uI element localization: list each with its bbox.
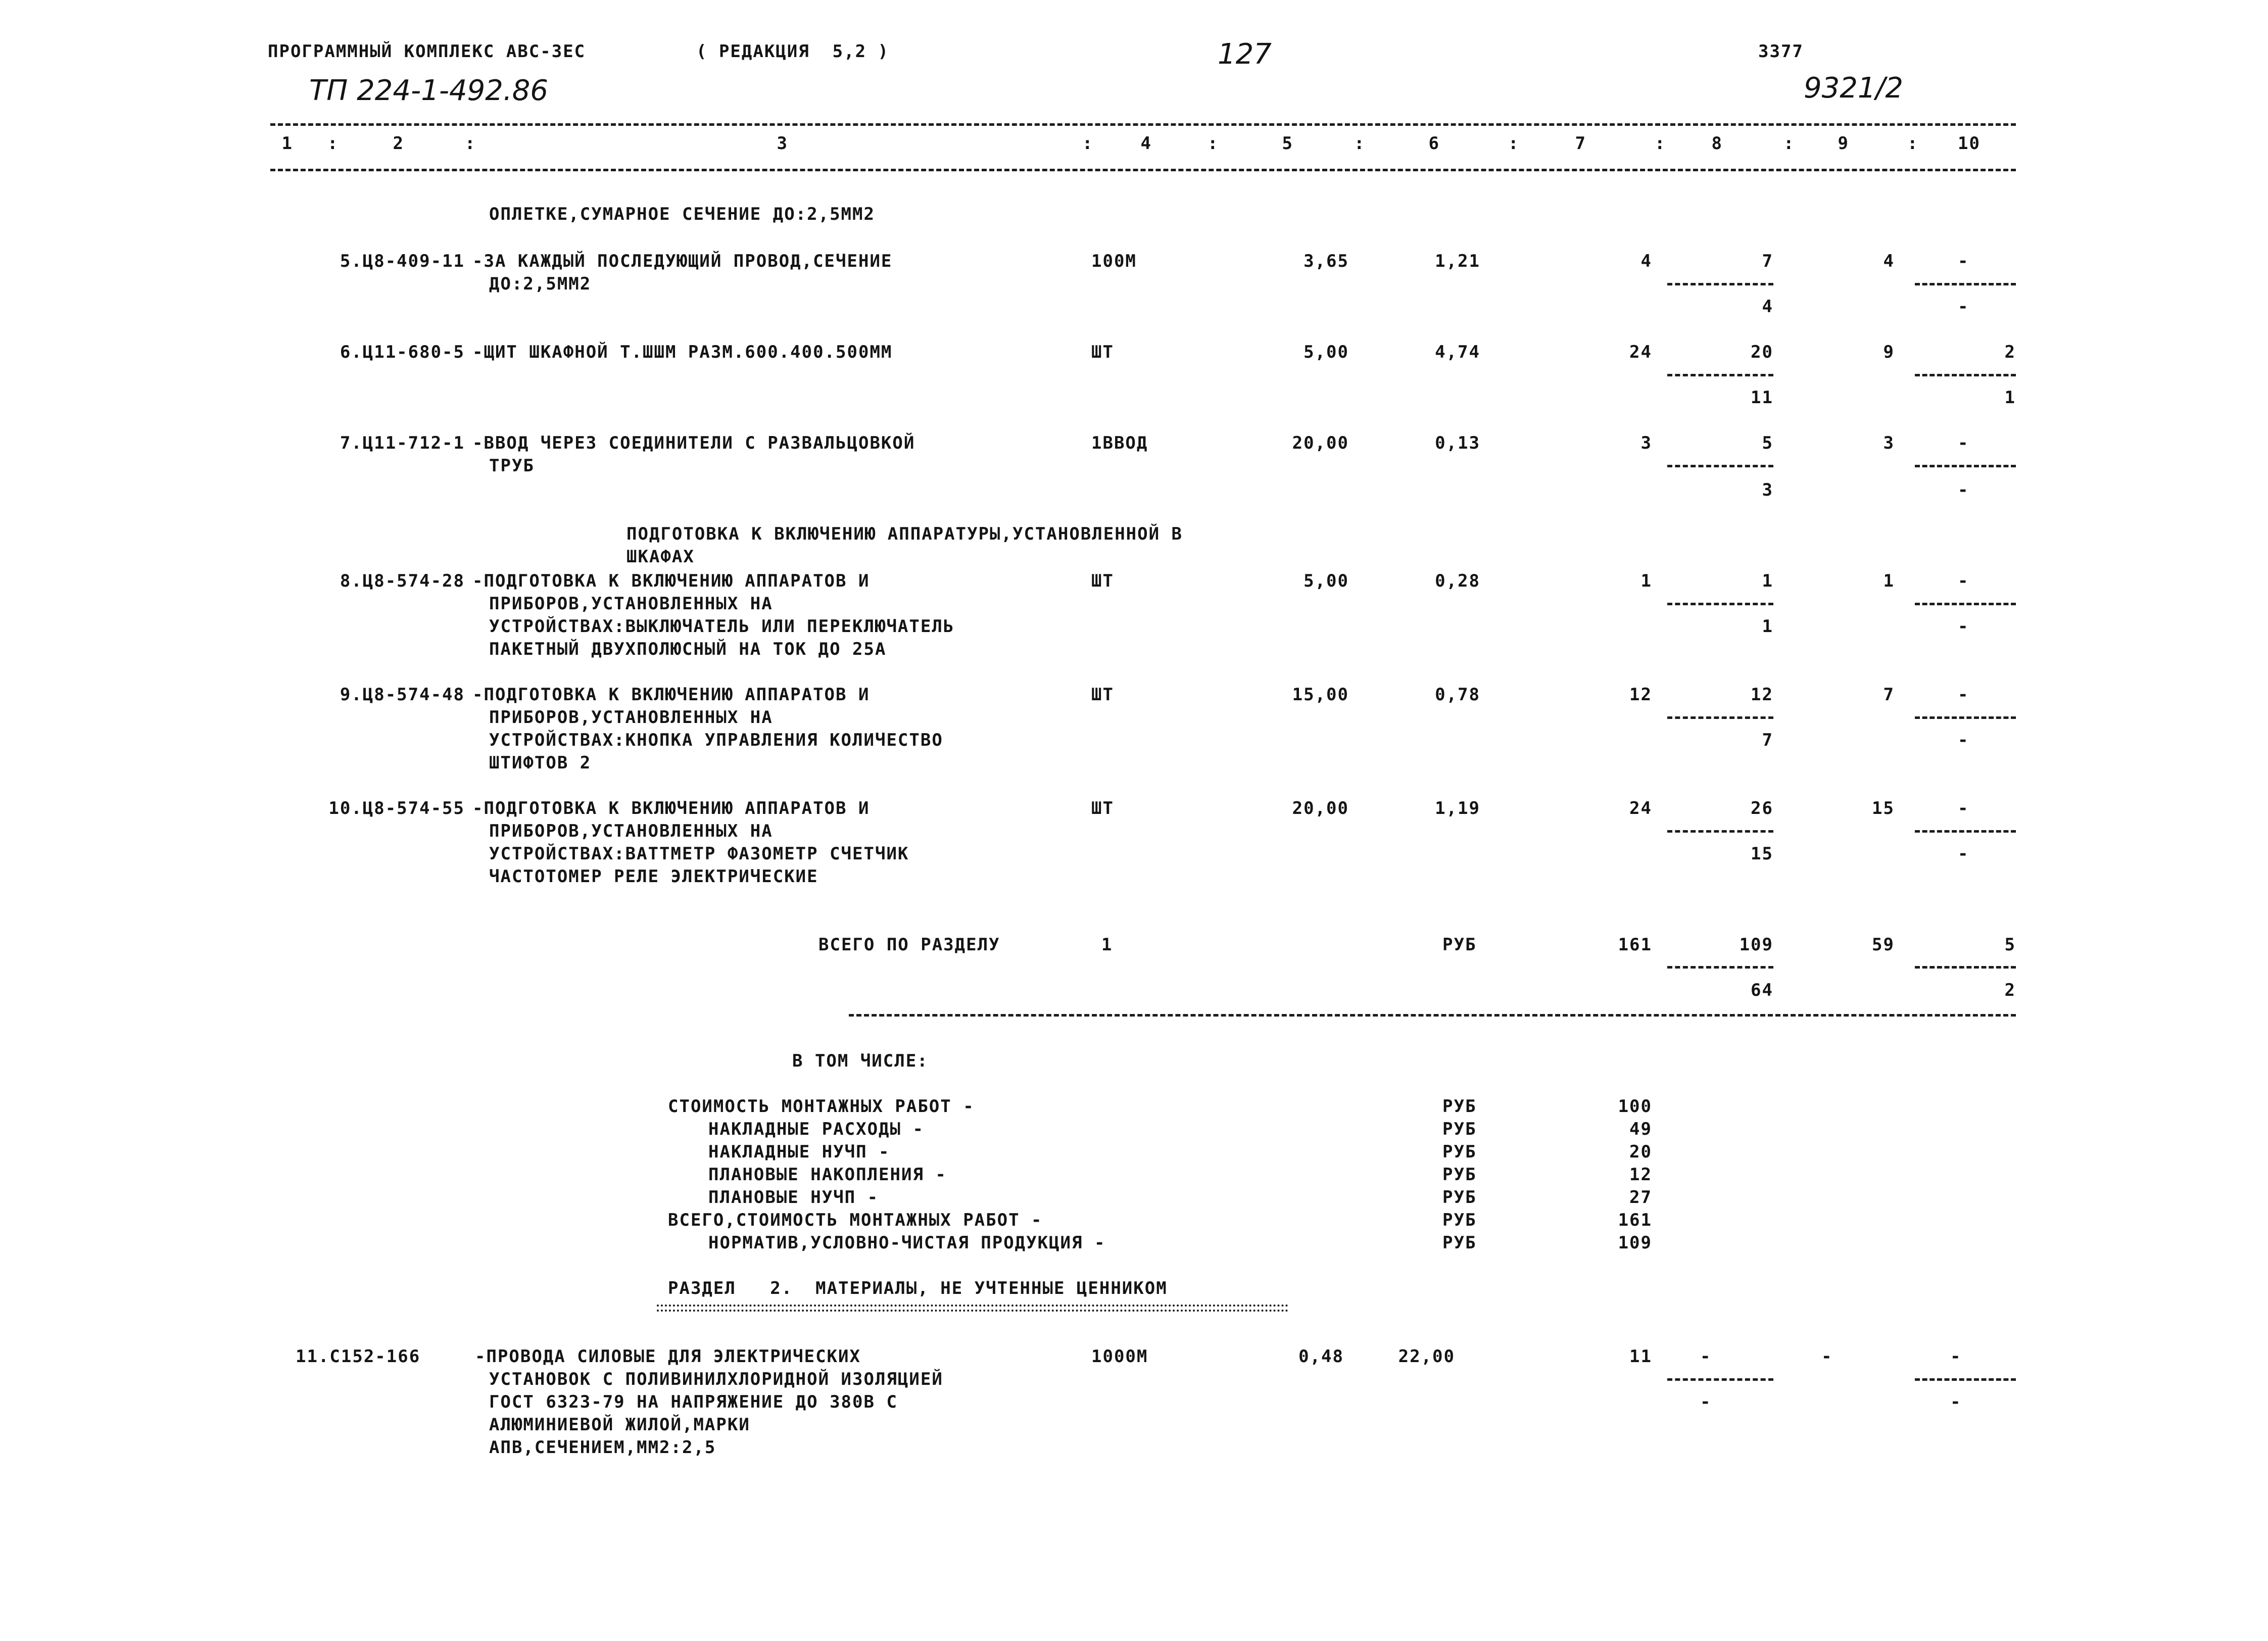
row-col10-top: - (1958, 433, 1969, 453)
row-desc-line: ШТИФТОВ 2 (489, 753, 592, 773)
row-qty: 5,00 (1304, 342, 1349, 362)
row-desc-line: АЛЮМИНИЕВОЙ ЖИЛОЙ,МАРКИ (489, 1415, 750, 1435)
list-item: ПЛАНОВЫЕ НАКОПЛЕНИЯ - (708, 1165, 947, 1185)
row-col8-bottom: 4 (1762, 297, 1773, 317)
row-col7: 24 (1629, 342, 1652, 362)
list-item-unit: РУБ (1442, 1119, 1477, 1139)
row-col9: - (1821, 1346, 1833, 1367)
col-9: 9 (1838, 133, 1849, 154)
row-code: 8.Ц8-574-28 (340, 571, 465, 591)
list-item-value: 49 (1629, 1119, 1652, 1139)
row-desc-line: -ЩИТ ШКАФНОЙ Т.ШШМ РАЗМ.600.400.500ММ (472, 342, 893, 362)
row-desc-line: УСТАНОВОК С ПОЛИВИНИЛХЛОРИДНОЙ ИЗОЛЯЦИЕЙ (489, 1369, 943, 1389)
row-col8-top: - (1700, 1346, 1712, 1367)
row-col8-top: 7 (1762, 251, 1773, 271)
row-desc-line: -ПРОВОДА СИЛОВЫЕ ДЛЯ ЭЛЕКТРИЧЕСКИХ (475, 1346, 861, 1367)
program-name: ПРОГРАММНЫЙ КОМПЛЕКС АВС-3ЕС (268, 41, 586, 62)
col-8: 8 (1711, 133, 1723, 154)
total-col7: 161 (1618, 935, 1652, 955)
header-rule-top (270, 123, 2016, 126)
row-unit: 1ВВОД (1091, 433, 1148, 453)
row-col7: 12 (1629, 685, 1652, 705)
including-title: В ТОМ ЧИСЛЕ: (792, 1051, 929, 1071)
row-col8-bottom: 15 (1751, 844, 1773, 864)
row-col9: 4 (1883, 251, 1895, 271)
row-unit: ШТ (1091, 571, 1114, 591)
list-item-value: 27 (1629, 1187, 1652, 1208)
subheading: ШКАФАХ (626, 547, 695, 567)
list-item-unit: РУБ (1442, 1210, 1477, 1230)
list-item: НАКЛАДНЫЕ РАСХОДЫ - (708, 1119, 924, 1139)
total-unit: РУБ (1442, 935, 1477, 955)
row-unit: ШТ (1091, 685, 1114, 705)
row-desc-line: -ПОДГОТОВКА К ВКЛЮЧЕНИЮ АППАРАТОВ И (472, 685, 870, 705)
row-qty: 0,48 (1298, 1346, 1344, 1367)
row-col10-top: - (1958, 251, 1969, 271)
list-item: НАКЛАДНЫЕ НУЧП - (708, 1142, 890, 1162)
row-qty: 15,00 (1292, 685, 1349, 705)
continuation-text: ОПЛЕТКЕ,СУМАРНОЕ СЕЧЕНИЕ ДО:2,5ММ2 (489, 204, 875, 224)
list-item-unit: РУБ (1442, 1187, 1477, 1208)
row-qty: 20,00 (1292, 798, 1349, 818)
row-desc-line: ДО:2,5ММ2 (489, 274, 592, 294)
row-col8-top: 12 (1751, 685, 1773, 705)
row-col10-bottom: - (1958, 730, 1969, 750)
total-col8-bottom: 64 (1751, 980, 1773, 1000)
row-col9: 3 (1883, 433, 1895, 453)
row-desc-line: -ВВОД ЧЕРЕЗ СОЕДИНИТЕЛИ С РАЗВАЛЬЦОВКОЙ (472, 433, 915, 453)
row-col10-bottom: 1 (2004, 388, 2016, 408)
col-2: 2 (393, 133, 404, 154)
header-rule-bottom (270, 169, 2016, 171)
row-col7: 3 (1640, 433, 1652, 453)
row-col10-top: 2 (2004, 342, 2016, 362)
row-price: 1,19 (1435, 798, 1480, 818)
row-desc-line: ПАКЕТНЫЙ ДВУХПОЛЮСНЫЙ НА ТОК ДО 25А (489, 639, 887, 659)
col-4: 4 (1140, 133, 1152, 154)
total-col10-bottom: 2 (2004, 980, 2016, 1000)
row-desc-line: ТРУБ (489, 456, 535, 476)
row-desc-line: -ПОДГОТОВКА К ВКЛЮЧЕНИЮ АППАРАТОВ И (472, 571, 870, 591)
col-7: 7 (1575, 133, 1586, 154)
row-desc-line: ГОСТ 6323-79 НА НАПРЯЖЕНИЕ ДО 380В С (489, 1392, 898, 1412)
row-col10-top: - (1958, 571, 1969, 591)
list-item: НОРМАТИВ,УСЛОВНО-ЧИСТАЯ ПРОДУКЦИЯ - (708, 1233, 1106, 1253)
row-desc-line: УСТРОЙСТВАХ:КНОПКА УПРАВЛЕНИЯ КОЛИЧЕСТВО (489, 730, 943, 750)
row-qty: 3,65 (1304, 251, 1349, 271)
row-col7: 11 (1629, 1346, 1652, 1367)
row-price: 4,74 (1435, 342, 1480, 362)
row-code: 6.Ц11-680-5 (340, 342, 465, 362)
section-2-underline (657, 1305, 1288, 1312)
total-label: ВСЕГО ПО РАЗДЕЛУ (818, 935, 1000, 955)
row-col10-bottom: - (1958, 616, 1969, 637)
row-col10-bottom: - (1958, 297, 1969, 317)
list-item-value: 20 (1629, 1142, 1652, 1162)
row-desc-line: УСТРОЙСТВАХ:ВЫКЛЮЧАТЕЛЬ ИЛИ ПЕРЕКЛЮЧАТЕЛЬ (489, 616, 955, 637)
document-code: 3377 (1758, 41, 1804, 62)
row-unit: ШТ (1091, 798, 1114, 818)
row-col10-bottom: - (1958, 844, 1969, 864)
list-item-unit: РУБ (1442, 1096, 1477, 1117)
row-desc-line: -ПОДГОТОВКА К ВКЛЮЧЕНИЮ АППАРАТОВ И (472, 798, 870, 818)
row-col8-bottom: 11 (1751, 388, 1773, 408)
total-col8-top: 109 (1739, 935, 1773, 955)
row-price: 1,21 (1435, 251, 1480, 271)
row-col8-top: 5 (1762, 433, 1773, 453)
row-col10-bottom: - (1958, 480, 1969, 500)
row-col10-top: - (1958, 798, 1969, 818)
list-item-value: 12 (1629, 1165, 1652, 1185)
row-code: 9.Ц8-574-48 (340, 685, 465, 705)
row-desc-line: -ЗА КАЖДЫЙ ПОСЛЕДУЮЩИЙ ПРОВОД,СЕЧЕНИЕ (472, 251, 893, 271)
col-10: 10 (1958, 133, 1981, 154)
row-col10-top: - (1950, 1346, 1962, 1367)
row-unit: ШТ (1091, 342, 1114, 362)
total-rule (849, 1014, 2016, 1017)
list-item: ВСЕГО,СТОИМОСТЬ МОНТАЖНЫХ РАБОТ - (668, 1210, 1043, 1230)
row-col9: 9 (1883, 342, 1895, 362)
row-qty: 20,00 (1292, 433, 1349, 453)
row-col8-bottom: 3 (1762, 480, 1773, 500)
row-price: 0,13 (1435, 433, 1480, 453)
row-col7: 4 (1640, 251, 1652, 271)
row-code: 5.Ц8-409-11 (340, 251, 465, 271)
list-item-value: 161 (1618, 1210, 1652, 1230)
row-unit: 100М (1091, 251, 1137, 271)
row-col7: 1 (1640, 571, 1652, 591)
row-col8-bottom: 7 (1762, 730, 1773, 750)
list-item: ПЛАНОВЫЕ НУЧП - (708, 1187, 879, 1208)
col-5: 5 (1282, 133, 1293, 154)
row-col8-bottom: - (1700, 1392, 1712, 1412)
list-item-unit: РУБ (1442, 1233, 1477, 1253)
list-item-value: 100 (1618, 1096, 1652, 1117)
row-col9: 7 (1883, 685, 1895, 705)
row-desc-line: АПВ,СЕЧЕНИЕМ,ММ2:2,5 (489, 1437, 716, 1458)
total-col10-top: 5 (2004, 935, 2016, 955)
total-number: 1 (1101, 935, 1113, 955)
subheading: ПОДГОТОВКА К ВКЛЮЧЕНИЮ АППАРАТУРЫ,УСТАНОВЛЕННОЙ В (626, 524, 1183, 544)
row-col8-top: 26 (1751, 798, 1773, 818)
col-6: 6 (1428, 133, 1440, 154)
row-desc-line: ЧАСТОТОМЕР РЕЛЕ ЭЛЕКТРИЧЕСКИЕ (489, 866, 818, 887)
edition: ( РЕДАКЦИЯ 5,2 ) (696, 41, 889, 62)
row-desc-line: ПРИБОРОВ,УСТАНОВЛЕННЫХ НА (489, 821, 773, 841)
row-col8-top: 1 (1762, 571, 1773, 591)
row-unit: 1000М (1091, 1346, 1148, 1367)
row-col9: 15 (1872, 798, 1895, 818)
row-col10-bottom: - (1950, 1392, 1962, 1412)
row-price: 0,78 (1435, 685, 1480, 705)
list-item: СТОИМОСТЬ МОНТАЖНЫХ РАБОТ - (668, 1096, 975, 1117)
section-2-title: РАЗДЕЛ 2. МАТЕРИАЛЫ, НЕ УЧТЕННЫЕ ЦЕННИКОМ (668, 1278, 1168, 1298)
page-number: 127 (1218, 38, 1272, 71)
row-code: 10.Ц8-574-55 (328, 798, 465, 818)
row-col8-top: 20 (1751, 342, 1773, 362)
doc-id: ТП 224-1-492.86 (309, 74, 548, 107)
sheet-id: 9321/2 (1804, 72, 1904, 105)
row-desc-line: ПРИБОРОВ,УСТАНОВЛЕННЫХ НА (489, 594, 773, 614)
list-item-unit: РУБ (1442, 1165, 1477, 1185)
list-item-unit: РУБ (1442, 1142, 1477, 1162)
total-col9: 59 (1872, 935, 1895, 955)
row-qty: 5,00 (1304, 571, 1349, 591)
row-col8-bottom: 1 (1762, 616, 1773, 637)
row-desc-line: ПРИБОРОВ,УСТАНОВЛЕННЫХ НА (489, 707, 773, 728)
row-code: 11.С152-166 (296, 1346, 421, 1367)
row-code: 7.Ц11-712-1 (340, 433, 465, 453)
row-desc-line: УСТРОЙСТВАХ:ВАТТМЕТР ФАЗОМЕТР СЧЕТЧИК (489, 844, 909, 864)
col-3: 3 (777, 133, 788, 154)
list-item-value: 109 (1618, 1233, 1652, 1253)
col-1: 1 (281, 133, 293, 154)
row-price: 0,28 (1435, 571, 1480, 591)
row-col9: 1 (1883, 571, 1895, 591)
row-price: 22,00 (1398, 1346, 1455, 1367)
row-col7: 24 (1629, 798, 1652, 818)
row-col10-top: - (1958, 685, 1969, 705)
